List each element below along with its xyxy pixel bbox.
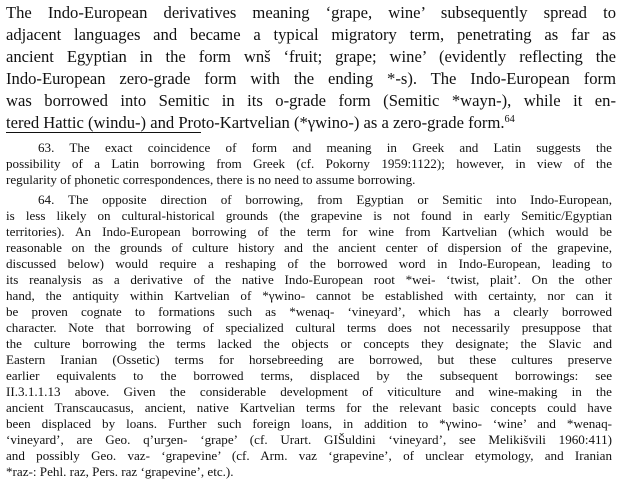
- footnote-line: hand, the antiquity within Kartvelian of *γwino- cannot be established with certainty, nor can it: [6, 288, 612, 303]
- main-text-line: Indo-European zero-grade form with the ending *-s). The Indo-European form: [6, 69, 616, 88]
- footnote-line: discussed below) would require a reshaping of the borrowed word in Indo-European, leading to: [6, 256, 612, 271]
- main-text-last-line: [6, 112, 616, 134]
- footnote-line: ancient Transcaucasus, ancient, native Kartvelian terms for the relevant basic concepts could have: [6, 400, 612, 415]
- footnote-line: be proven cognate to formations such as *wenaq- ‘vineyard’, which has a clearly borrowed: [6, 304, 612, 319]
- footnote-line: character. Note that borrowing of specialized cultural terms does not necessarily presuppose that: [6, 320, 612, 335]
- footnote-line: 64. The opposite direction of borrowing, from Egyptian or Semitic into Indo-European,: [38, 192, 612, 207]
- footnote-line: its reanalysis as a derivative of the native Indo-European root *wei- ‘twist, plait’. On the other: [6, 272, 612, 287]
- footnote-line: possibility of a Latin borrowing from Greek (cf. Pokorny 1959:1122); however, in view of the: [6, 156, 612, 171]
- main-text-line: The Indo-European derivatives meaning ‘grape, wine’ subsequently spread to: [6, 3, 616, 22]
- footnote-line: territories). An Indo-European borrowing of the term for wine from Kartvelian (which would be: [6, 224, 612, 239]
- footnote-line: Eastern Iranian (Ossetic) terms for horsebreeding are borrowed, but these cultures preserve: [6, 352, 612, 367]
- footnote-line: 63. The exact coincidence of form and meaning in Greek and Latin suggests the: [38, 140, 612, 155]
- main-text-line: was borrowed into Semitic in its o-grade form (Semitic *wayn-), while it en-: [6, 91, 616, 110]
- main-paragraph: [6, 2, 616, 134]
- main-text-line: ancient Egyptian in the form wnš ‘fruit; grape; wine’ (evidently reflecting the: [6, 47, 616, 66]
- footnote-line: earlier equivalents to the borrowed terms, displaced by the subsequent borrowings: see: [6, 368, 612, 383]
- footnote-separator-rule: [6, 132, 201, 133]
- footnote-line: the culture borrowing the terms lacked the objects or concepts they designate; the Slavic and: [6, 336, 612, 351]
- footnote-reference: 64: [504, 113, 515, 125]
- footnote-63: [0, 140, 612, 188]
- footnote-line: is less likely on cultural-historical grounds (the grapevine is not found in early Semitic/Egyptian: [6, 208, 612, 223]
- footnote-line: *raz-: Pehl. raz, Pers. raz ‘grapevine’, etc.).: [6, 464, 234, 479]
- footnote-line: regularity of phonetic correspondences, there is no need to assume borrowing.: [6, 172, 416, 187]
- footnote-64: [0, 192, 612, 480]
- main-text-line: adjacent languages and became a typical migratory term, penetrating as far as: [6, 25, 616, 44]
- main-text-line: tered Hattic (windu-) and Proto-Kartvelian (*γwino-) as a zero-grade form.: [6, 113, 505, 132]
- footnote-line: reasonable on the grounds of culture history and the ancient center of dispersion of the grapevine,: [6, 240, 612, 255]
- footnote-line: been displaced by loans. Further such foreign loans, in addition to *γwino- ‘wine’ and *wenaq-: [6, 416, 612, 431]
- footnotes-section: [0, 140, 612, 480]
- footnote-line: and possibly Geo. vaz- ‘grapevine’ (cf. Arm. vaz ‘grapevine’, of unclear etymology, and Iranian: [6, 448, 612, 463]
- footnote-line: ‘vineyard’, are Geo. q’urʒen- ‘grape’ (cf. Urart. GIŠuldini ‘vineyard’, see Melikišvili 1960:411): [6, 432, 612, 447]
- footnote-line: II.3.1.1.13 above. Given the considerable development of viticulture and wine-making in the: [6, 384, 612, 399]
